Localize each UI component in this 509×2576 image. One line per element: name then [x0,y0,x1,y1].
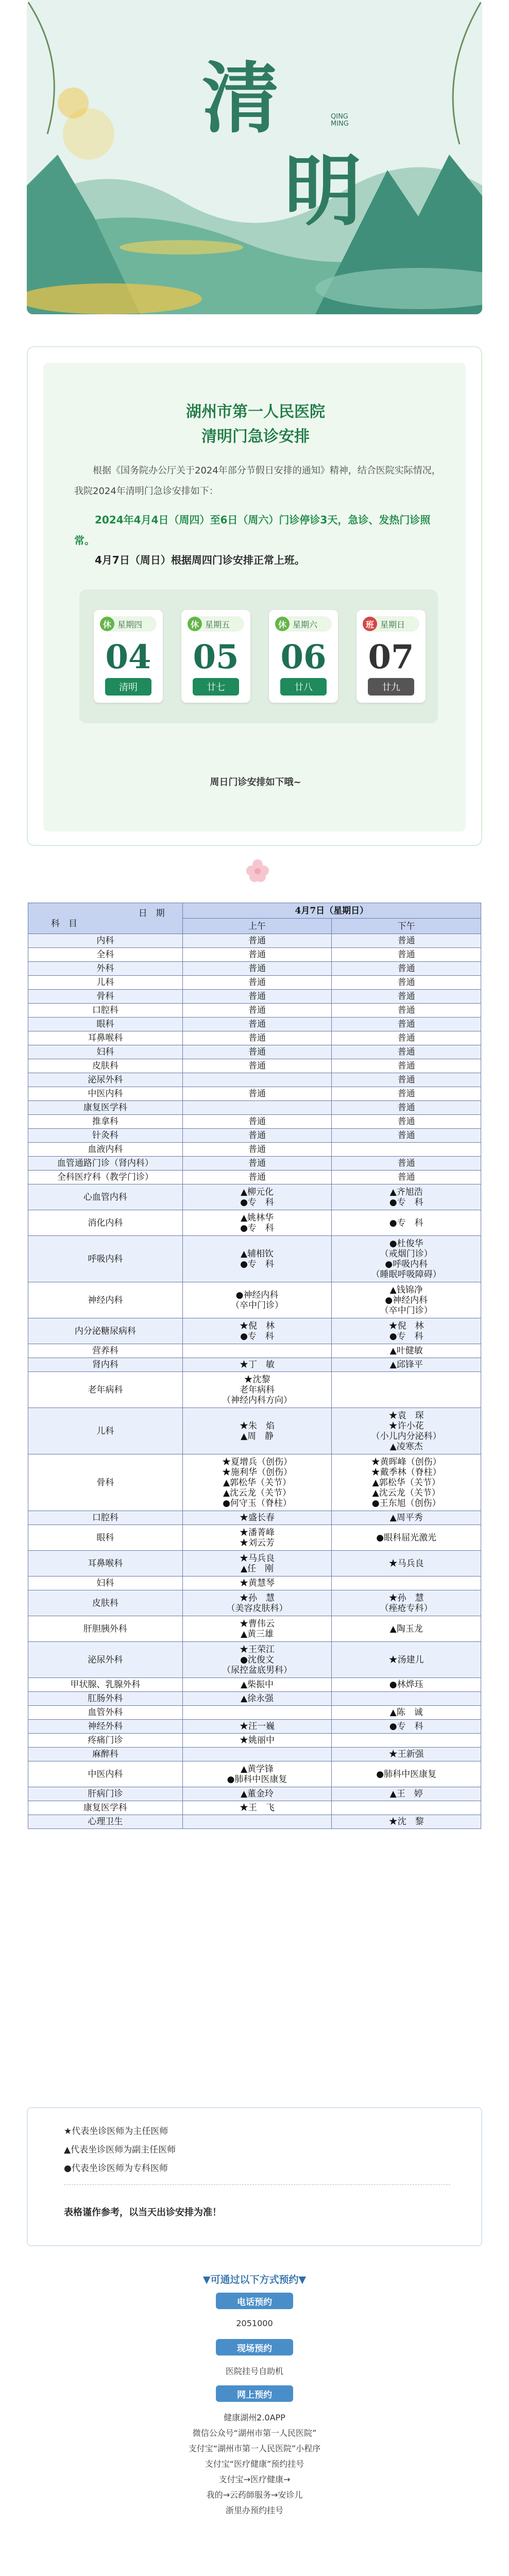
cell-pm: 普通 [332,1129,481,1143]
cell-am: 普通 [182,1115,332,1129]
cell-dept: 心理卫生 [28,1815,183,1829]
cell-pm: ▲周平秀 [332,1511,481,1525]
cell-pm: ●林烨珏 [332,1678,481,1692]
cell-am: 普通 [182,1129,332,1143]
cell-dept: 耳鼻喉科 [28,1031,183,1045]
cell-am [182,1101,332,1115]
hero-banner [27,0,482,314]
calendar-panel [79,589,438,723]
cell-am: 普通 [182,1157,332,1171]
cell-dept: 口腔科 [28,1511,183,1525]
cell-pm: 普通 [332,1004,481,1018]
cell-pm: 普通 [332,990,481,1004]
table-row [28,1087,481,1101]
table-row [28,1045,481,1059]
online-booking-label: 网上预约 [216,2385,293,2402]
cell-am: ★孙 慧 （美容皮肤科） [182,1590,332,1616]
cell-am: ★潘菁峰 ★刘云芳 [182,1525,332,1551]
cell-am: ★王荣江 ●沈俊文 （尿控盆底男科） [182,1642,332,1678]
cell-pm: ▲邱锋平 [332,1358,481,1372]
cell-am: ▲姚林华 ●专 科 [182,1210,332,1236]
notice-footer: 周日门诊安排如下哦~ [210,777,301,788]
cell-pm: ★黄晖峰（创伤） ★戴季林（脊柱） ▲郭松华（关节） ▲沈云龙（关节） ●王东旭（创伤） [332,1454,481,1511]
cell-pm: 普通 [332,1087,481,1101]
table-row [28,1372,481,1408]
divider [64,2184,450,2185]
cell-am: 普通 [182,1031,332,1045]
cell-dept: 妇科 [28,1577,183,1590]
cell-pm: ★汤建儿 [332,1642,481,1678]
table-row [28,990,481,1004]
hospital-name: 湖州市第一人民医院 [186,403,325,421]
cell-dept: 皮肤科 [28,1059,183,1073]
cell-dept: 骨科 [28,1454,183,1511]
phone-booking-label: 电话预约 [216,2293,293,2309]
hero-title-qing: 清 [202,53,283,144]
cell-am: ★朱 焰 ▲周 静 [182,1408,332,1454]
table-row [28,1358,481,1372]
hero-title-en: QING MING [331,113,349,128]
table-row [28,1115,481,1129]
cell-dept: 全科医疗科（教学门诊） [28,1171,183,1184]
day-card: 休 星期六 06 廿八 [269,610,338,703]
cell-dept: 儿科 [28,1408,183,1454]
cell-am: ★黄慧琴 [182,1577,332,1590]
table-row [28,1616,481,1642]
online-method: 健康湖州2.0APP [224,2413,285,2422]
cell-am: ▲辅相钦 ●专 科 [182,1236,332,1282]
table-row [28,1210,481,1236]
cell-dept: 皮肤科 [28,1590,183,1616]
cell-dept: 肝病门诊 [28,1787,183,1801]
cell-am: ★倪 林 ●专 科 [182,1318,332,1344]
cell-pm [332,1734,481,1748]
cell-am: ★姚丽中 [182,1734,332,1748]
cell-pm: ▲叶健敏 [332,1344,481,1358]
cell-pm: 普通 [332,1101,481,1115]
cell-am: ★盛长春 [182,1511,332,1525]
cell-pm: 普通 [332,1115,481,1129]
cell-pm: ★孙 慧 （痤疮专科） [332,1590,481,1616]
table-row [28,1720,481,1734]
cell-am: ●神经内科 （卒中门诊） [182,1282,332,1318]
cell-pm: ▲陈 诚 [332,1706,481,1720]
notice-green-line: 2024年4月4日（周四）至6日（周六）门诊停诊3天，急诊、发热门诊照常。 [74,514,431,547]
table-row [28,1318,481,1344]
notice-paragraph: 根据《国务院办公厅关于2024年部分节假日安排的通知》精神，结合医院实际情况，我院2024年清明门急诊安排如下： [74,465,441,497]
cell-dept: 血液内科 [28,1143,183,1157]
cell-dept: 消化内科 [28,1210,183,1236]
table-row [28,1678,481,1692]
rest-badge: 休 [100,617,114,631]
online-method: 我的→云药師服务→安诊儿 [206,2490,303,2500]
rest-badge: 休 [275,617,290,631]
cell-dept: 康复医学科 [28,1101,183,1115]
cell-dept: 肝胆胰外科 [28,1616,183,1642]
table-row [28,1706,481,1720]
cell-am: 普通 [182,1171,332,1184]
cell-dept: 心血管内科 [28,1184,183,1210]
cell-am: ★王 飞 [182,1801,332,1815]
table-row [28,1748,481,1761]
table-row [28,1129,481,1143]
table-row [28,1101,481,1115]
cell-pm: 普通 [332,1157,481,1171]
table-row [28,1551,481,1577]
cell-dept: 泌尿外科 [28,1642,183,1678]
cell-am: 普通 [182,1059,332,1073]
cell-dept: 营养科 [28,1344,183,1358]
cell-am: ★丁 敏 [182,1358,332,1372]
corner-cell [28,903,183,934]
cell-am: 普通 [182,962,332,976]
cell-dept: 肛肠外科 [28,1692,183,1706]
cell-dept: 内科 [28,934,183,948]
cell-pm: ★倪 林 ●专 科 [332,1318,481,1344]
cell-pm: ▲钱锦净 ●神经内科 （卒中门诊） [332,1282,481,1318]
onsite-booking-label: 现场预约 [216,2339,293,2355]
cell-am [182,1748,332,1761]
legend-specialist: ●代表坐诊医师为专科医师 [64,2163,168,2174]
table-row [28,1590,481,1616]
cell-pm [332,1801,481,1815]
cell-pm: 普通 [332,1073,481,1087]
cell-am: 普通 [182,948,332,962]
table-row [28,1642,481,1678]
table-row [28,1184,481,1210]
cell-pm: ●专 科 [332,1210,481,1236]
corner-dept-label: 科 目 [51,918,77,929]
table-row [28,1454,481,1511]
cell-am: 普通 [182,934,332,948]
table-row [28,1787,481,1801]
cell-pm: ▲齐旭浩 ●专 科 [332,1184,481,1210]
legend-box [27,2107,482,2246]
cell-dept: 神经内科 [28,1282,183,1318]
cell-dept: 疼痛门诊 [28,1734,183,1748]
cell-am: 普通 [182,1143,332,1157]
table-row [28,1004,481,1018]
cell-am: ★曹伟云 ▲黄三雄 [182,1616,332,1642]
work-badge: 班 [363,617,377,631]
cell-dept: 内分泌糖尿病科 [28,1318,183,1344]
cell-am: ▲徐永强 [182,1692,332,1706]
cell-dept: 眼科 [28,1525,183,1551]
table-row [28,1734,481,1748]
corner-date-label: 日 期 [138,908,165,919]
legend-chief: ★代表坐诊医师为主任医师 [64,2126,168,2137]
cell-dept: 儿科 [28,976,183,990]
notice-black-line: 4月7日（周日）根据周四门诊安排正常上班。 [95,554,305,566]
cell-pm: ★袁 琛 ★许小花 （小儿内分泌科） ▲凌寒杰 [332,1408,481,1454]
cell-am: ▲董金玲 [182,1787,332,1801]
cell-dept: 针灸科 [28,1129,183,1143]
cell-pm: ▲王 婷 [332,1787,481,1801]
cell-pm: ★王新强 [332,1748,481,1761]
cell-am: 普通 [182,1087,332,1101]
table-row [28,1801,481,1815]
cell-am: 普通 [182,1045,332,1059]
online-method: 支付宝“医疗健康”预约挂号 [205,2459,304,2469]
cell-pm: ★沈 黎 [332,1815,481,1829]
table-row [28,1511,481,1525]
cell-dept: 骨科 [28,990,183,1004]
cell-dept: 甲状腺、乳腺外科 [28,1678,183,1692]
table-row [28,1018,481,1031]
pm-header: 下午 [332,919,481,934]
table-row [28,1692,481,1706]
cell-am: ★马兵良 ▲任 刚 [182,1551,332,1577]
cell-dept: 神经外科 [28,1720,183,1734]
cell-pm: 普通 [332,1059,481,1073]
online-method: 支付宝“湖州市第一人民医院”小程序 [188,2444,321,2453]
cell-pm: 普通 [332,1018,481,1031]
legend-associate: ▲代表坐诊医师为副主任医师 [64,2145,176,2155]
cell-pm: 普通 [332,1171,481,1184]
table-row [28,1525,481,1551]
cell-am [182,1815,332,1829]
cell-dept: 康复医学科 [28,1801,183,1815]
table-row [28,1157,481,1171]
cell-am: 普通 [182,1018,332,1031]
phone-number: 2051000 [236,2318,273,2328]
table-row [28,1408,481,1454]
cell-am: ★汪一巍 [182,1720,332,1734]
rest-badge: 休 [188,617,202,631]
table-row [28,1171,481,1184]
cell-dept: 血管通路门诊（肾内科） [28,1157,183,1171]
cell-dept: 妇科 [28,1045,183,1059]
cell-dept: 泌尿外科 [28,1073,183,1087]
table-row [28,948,481,962]
cell-pm [332,1692,481,1706]
cell-dept: 中医内科 [28,1087,183,1101]
cell-am: ▲柳元化 ●专 科 [182,1184,332,1210]
cell-am: 普通 [182,976,332,990]
cell-am: 普通 [182,1004,332,1018]
online-method: 支付宝→医疗健康→ [218,2475,291,2484]
legend-tip: 表格谨作参考，以当天出诊安排为准！ [64,2207,222,2218]
cell-dept: 肾内科 [28,1358,183,1372]
schedule-table [28,903,481,1829]
cell-pm: 普通 [332,976,481,990]
day-card: 班 星期日 07 廿九 [357,610,426,703]
cell-dept: 呼吸内科 [28,1236,183,1282]
table-header-row [28,903,481,919]
cell-dept: 耳鼻喉科 [28,1551,183,1577]
cell-dept: 麻醉科 [28,1748,183,1761]
table-row [28,1031,481,1045]
table-row [28,1236,481,1282]
table-row [28,1059,481,1073]
cell-pm: ●眼科屈光激光 [332,1525,481,1551]
am-header: 上午 [182,919,332,934]
cell-pm: 普通 [332,1045,481,1059]
cell-pm: ●专 科 [332,1720,481,1734]
table-row [28,976,481,990]
cell-am: ★夏增兵（创伤） ★施利华（创伤） ▲郭松华（关节） ▲沈云龙（关节） ●何守玉（脊柱） [182,1454,332,1511]
cell-pm: ●肺科中医康复 [332,1761,481,1787]
cell-dept: 眼科 [28,1018,183,1031]
cell-pm: ▲陶玉龙 [332,1616,481,1642]
cell-dept: 中医内科 [28,1761,183,1787]
hero-title-ming: 明 [284,146,362,236]
table-row [28,1815,481,1829]
cell-pm [332,1577,481,1590]
cell-pm [332,1143,481,1157]
online-method: 浙里办预约挂号 [225,2505,283,2515]
cell-pm [332,1372,481,1408]
cell-dept: 血管外科 [28,1706,183,1720]
table-row [28,1761,481,1787]
day-card: 休 星期五 05 廿七 [181,610,250,703]
cell-am: ★沈黎 老年病科 （神经内科方向） [182,1372,332,1408]
table-row [28,1344,481,1358]
date-header: 4月7日（星期日） [182,903,481,919]
cell-pm: ★马兵良 [332,1551,481,1577]
cell-pm: 普通 [332,1031,481,1045]
table-row [28,1073,481,1087]
cell-am [182,1706,332,1720]
table-row [28,1577,481,1590]
table-row [28,1282,481,1318]
cell-am: ▲柴振中 [182,1678,332,1692]
table-row [28,934,481,948]
cell-dept: 外科 [28,962,183,976]
cell-dept: 推拿科 [28,1115,183,1129]
onsite-method: 医院挂号自助机 [225,2366,283,2376]
cell-pm: 普通 [332,934,481,948]
ways-title: ▼可通过以下方式预约▼ [202,2274,307,2285]
cell-pm: ●杜俊华 （戒烟门诊） ●呼吸内科 （睡眠呼吸障碍） [332,1236,481,1282]
cell-dept: 老年病科 [28,1372,183,1408]
cell-am: 普通 [182,990,332,1004]
cell-pm: 普通 [332,948,481,962]
booking-ways [27,2272,482,2576]
cell-am [182,1344,332,1358]
online-method: 微信公众号“湖州市第一人民医院” [192,2428,317,2438]
flower-icon [242,855,273,886]
cell-pm: 普通 [332,962,481,976]
notice-card [27,346,482,846]
table-row [28,962,481,976]
day-card: 休 星期四 04 清明 [94,610,163,703]
table-row [28,1143,481,1157]
cell-dept: 全科 [28,948,183,962]
cell-dept: 口腔科 [28,1004,183,1018]
notice-subtitle: 清明门急诊安排 [201,428,310,446]
cell-am [182,1073,332,1087]
cell-am: ▲黄学锋 ●肺科中医康复 [182,1761,332,1787]
